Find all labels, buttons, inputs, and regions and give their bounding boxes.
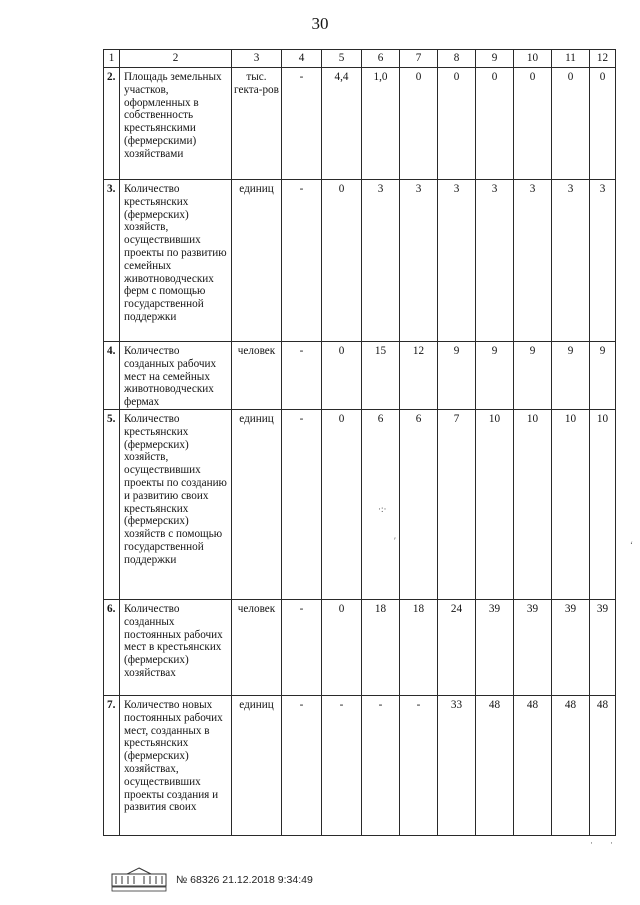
value-cell: 9 <box>438 342 476 410</box>
value-cell: - <box>322 696 362 836</box>
scan-speck: · <box>590 838 593 848</box>
table-header-cell: 11 <box>552 50 590 68</box>
table-header-cell: 4 <box>282 50 322 68</box>
unit-cell: единиц <box>232 696 282 836</box>
value-cell: 6 <box>362 410 400 600</box>
value-cell: 39 <box>514 600 552 696</box>
value-cell: 0 <box>514 68 552 180</box>
value-cell: 10 <box>590 410 616 600</box>
value-cell: 48 <box>590 696 616 836</box>
value-cell: 0 <box>322 342 362 410</box>
row-number: 2. <box>104 68 120 180</box>
value-cell: 9 <box>590 342 616 410</box>
value-cell: 3 <box>476 180 514 342</box>
value-cell: 24 <box>438 600 476 696</box>
stamp-text: № 68326 21.12.2018 9:34:49 <box>176 874 313 886</box>
stamp-logo-icon <box>108 866 170 892</box>
registration-stamp <box>108 866 368 892</box>
unit-cell: единиц <box>232 180 282 342</box>
value-cell: 0 <box>552 68 590 180</box>
table-header-cell: 2 <box>120 50 232 68</box>
value-cell: 3 <box>362 180 400 342</box>
table-header-cell: 5 <box>322 50 362 68</box>
value-cell: 0 <box>322 600 362 696</box>
table-header-cell: 3 <box>232 50 282 68</box>
value-cell: 3 <box>590 180 616 342</box>
value-cell: 3 <box>400 180 438 342</box>
value-cell: - <box>282 600 322 696</box>
table-header-cell: 7 <box>400 50 438 68</box>
value-cell: 39 <box>552 600 590 696</box>
value-cell: - <box>282 410 322 600</box>
row-number: 5. <box>104 410 120 600</box>
value-cell: 15 <box>362 342 400 410</box>
value-cell: 39 <box>476 600 514 696</box>
table-row <box>104 180 616 342</box>
value-cell: 0 <box>400 68 438 180</box>
value-cell: - <box>282 180 322 342</box>
table-row <box>104 342 616 410</box>
table-header-row <box>104 50 616 68</box>
unit-cell: тыс. гекта-ров <box>232 68 282 180</box>
indicator-name: Площадь земельных участков, оформленных в собственность крестьянскими (фермерскими) хозяйствами <box>120 68 232 180</box>
indicator-name: Количество созданных рабочих мест на семейных животноводческих фермах <box>120 342 232 410</box>
data-table <box>103 49 616 836</box>
value-cell: 9 <box>476 342 514 410</box>
table-header-cell: 9 <box>476 50 514 68</box>
value-cell: 7 <box>438 410 476 600</box>
unit-cell: человек <box>232 600 282 696</box>
scan-speck: · <box>610 838 613 848</box>
row-number: 7. <box>104 696 120 836</box>
value-cell: - <box>362 696 400 836</box>
table-header-cell: 1 <box>104 50 120 68</box>
page-number: 30 <box>311 14 329 33</box>
value-cell: 4,4 <box>322 68 362 180</box>
scan-speck: ′ <box>394 536 396 546</box>
value-cell: 18 <box>362 600 400 696</box>
table-row <box>104 410 616 600</box>
value-cell: 1,0 <box>362 68 400 180</box>
table-header-cell: 6 <box>362 50 400 68</box>
value-cell: 3 <box>514 180 552 342</box>
value-cell: 0 <box>438 68 476 180</box>
value-cell: 9 <box>514 342 552 410</box>
row-number: 3. <box>104 180 120 342</box>
value-cell: - <box>400 696 438 836</box>
value-cell: 0 <box>476 68 514 180</box>
value-cell: 48 <box>476 696 514 836</box>
value-cell: - <box>282 696 322 836</box>
value-cell: 39 <box>590 600 616 696</box>
indicator-name: Количество новых постоянных рабочих мест, созданных в крестьянских (фермерских) хозяйствах, осуществивших проекты создания и развития своих <box>120 696 232 836</box>
table-row <box>104 68 616 180</box>
value-cell: 10 <box>514 410 552 600</box>
value-cell: 48 <box>552 696 590 836</box>
value-cell: 18 <box>400 600 438 696</box>
table-row <box>104 600 616 696</box>
row-number: 6. <box>104 600 120 696</box>
value-cell: 0 <box>590 68 616 180</box>
value-cell: 10 <box>476 410 514 600</box>
scan-speck: ‘ <box>630 540 633 550</box>
value-cell: 33 <box>438 696 476 836</box>
value-cell: 48 <box>514 696 552 836</box>
value-cell: 9 <box>552 342 590 410</box>
unit-cell: единиц <box>232 410 282 600</box>
unit-cell: человек <box>232 342 282 410</box>
table-header-cell: 8 <box>438 50 476 68</box>
table-header-cell: 12 <box>590 50 616 68</box>
value-cell: 12 <box>400 342 438 410</box>
value-cell: 10 <box>552 410 590 600</box>
value-cell: - <box>282 68 322 180</box>
row-number: 4. <box>104 342 120 410</box>
indicator-name: Количество крестьянских (фермерских) хозяйств, осуществивших проекты по созданию и развитию своих крестьянских (фермерских) хозяйств с помощью государственной поддержки <box>120 410 232 600</box>
value-cell: 3 <box>438 180 476 342</box>
value-cell: 0 <box>322 410 362 600</box>
scan-speck: ·:· <box>378 504 387 514</box>
table-header-cell: 10 <box>514 50 552 68</box>
value-cell: 6 <box>400 410 438 600</box>
value-cell: 3 <box>552 180 590 342</box>
indicator-name: Количество крестьянских (фермерских) хозяйств, осуществивших проекты по развитию семейных животноводческих ферм с помощью государственной поддержки <box>120 180 232 342</box>
value-cell: - <box>282 342 322 410</box>
value-cell: 0 <box>322 180 362 342</box>
indicator-name: Количество созданных постоянных рабочих мест в крестьянских (фермерских) хозяйствах <box>120 600 232 696</box>
table-row <box>104 696 616 836</box>
